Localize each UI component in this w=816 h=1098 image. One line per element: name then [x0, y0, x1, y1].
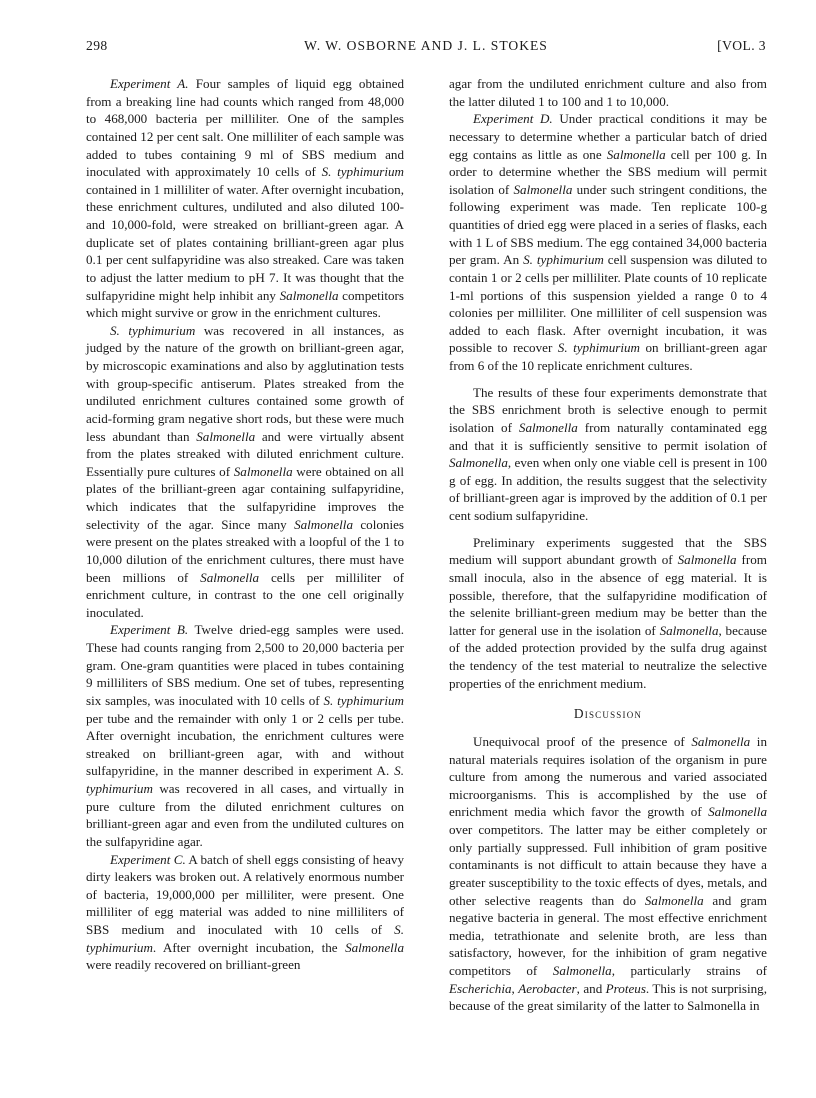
text-run: colonies were present on the plates streaked with a loopful of the 1 to 10,000 dilution of the enrichment cultures, there must have been millions of [86, 516, 404, 585]
italic-term: S. typhimurium [110, 322, 196, 338]
italic-term: S. typhimurium [323, 692, 404, 708]
text-run: competitors which might survive or grow in the enrichment cultures. [86, 287, 404, 321]
italic-term: Experiment A. [110, 76, 189, 91]
paragraph-experiment-c [86, 851, 404, 974]
italic-term: Proteus [605, 980, 646, 996]
text-run: under such stringent conditions, the following experiment was made. Ten replicate 100-g quantities of dried egg were placed in a series of flasks, each with 1 L of SBS medium. The egg contained 34,000 bacteria per gram. An [449, 181, 767, 268]
italic-term: S. typhimurium [86, 763, 404, 796]
text-run: was recovered in all instances, as judged by the nature of the growth on brilliant-green agar, by microscopic examinations and also by agglutination tests with group-specific antiserum. Plates streaked from the undiluted enrichment cultures contained some growth of acid-forming gram negative short rods, but these were much less abundant than [86, 322, 405, 444]
paragraph-continuation [449, 75, 767, 110]
italic-term: Salmonella [449, 455, 508, 471]
italic-term: Salmonella [606, 146, 666, 162]
text-run: The results of these four experiments demonstrate that the SBS enrichment broth is selective enough to permit isolation of [449, 384, 767, 435]
text-run: , because of the added protection provided by the sulfa drug against the tendency of the test material to neutralize the selective properties of the enrichment medium. [449, 622, 767, 691]
text-run: over competitors. The latter may be either completely or only partially suppressed. Full inhibition of gram positive contaminants is not difficult to attain because they have a greater susceptibility to the toxic effects of dyes, metals, and other selective reagents than do [449, 822, 767, 908]
right-column [449, 75, 767, 1015]
italic-term: S. typhimurium [321, 164, 404, 180]
text-run: per tube and the remainder with only 1 or 2 cells per tube. After overnight incubation, the enrichment cultures were streaked on brilliant-green agar, with and without sulfapyridine, in the manner described in experiment A. [86, 710, 404, 779]
italic-term: Salmonella [279, 287, 339, 303]
paragraph-preliminary-experiments [449, 534, 767, 693]
text-run: , even when only one viable cell is present in 100 g of egg. In addition, the results suggest that the selectivity of brilliant-green agar is improved by the addition of 0.1 per cent sodium sulfapyridine. [449, 455, 767, 523]
text-run: Unequivocal proof of the presence of [473, 733, 692, 749]
text-run: from small inocula, also in the absence of egg material. It is possible, therefore, that the sulfapyridine modification of the selenite brilliant-green medium may be better than the latter for general use in the isolation of [449, 552, 767, 638]
paragraph-experiment-b [86, 621, 404, 850]
text-run: , [511, 980, 519, 996]
text-run: was recovered in all cases, and virtually in pure culture from the diluted enrichment cultures on brilliant-green agar and even from the undiluted cultures on the sulfapyridine agar. [86, 781, 404, 849]
paragraph-recovery-results [86, 322, 404, 622]
italic-term: S. typhimurium [523, 252, 604, 268]
italic-term: S. typhimurium [557, 340, 641, 356]
paragraph-discussion [449, 733, 767, 1015]
text-run: in natural materials requires isolation of the organism in pure culture from among the numerous and varied associated microorganisms. This is accomplished by the use of enrichment media which favor the growth of [449, 733, 767, 820]
italic-term: Salmonella [691, 733, 751, 749]
italic-term: Salmonella [552, 963, 612, 978]
text-run: on brilliant-green agar from 6 of the 10 replicate enrichment cultures. [449, 340, 767, 373]
text-run: cell suspension was diluted to contain 1 or 2 cells per milliliter. Plate counts of 10 replicate 1-ml portions of this suspension yielded a range 0 to 4 colonies per milliliter. One milliliter of cell suspension was added to each flask. After overnight incubation, it was possible to recover [449, 252, 767, 356]
italic-term: Salmonella [200, 569, 260, 585]
paragraph-results-summary [449, 384, 767, 525]
text-run: Twelve dried-egg samples were used. These had counts ranging from 2,500 to 20,000 bacteria per gram. One-gram quantities were placed in tubes containing 9 milliliters of SBS medium. One set of tubes, representing six samples, was inoculated with 10 cells of [86, 622, 405, 708]
text-run: cell per 100 g. In order to determine whether the SBS medium will permit isolation of [449, 146, 767, 197]
text-run: were obtained on all plates of the brilliant-green agar containing sulfapyridine, which indicates that the sulfapyridine improves the selectivity of the agar. Since many [86, 463, 404, 532]
paragraph-experiment-d [449, 110, 767, 374]
italic-term: Experiment C. [110, 851, 186, 867]
text-run: Under practical conditions it may be necessary to determine whether a particular batch of dried egg contains as little as one [449, 111, 767, 162]
italic-term: Salmonella [659, 622, 719, 638]
page-number: 298 [86, 38, 108, 53]
volume-label: [VOL. 3 [717, 38, 766, 53]
italic-term: Experiment D. [473, 111, 553, 127]
text-run: agar from the undiluted enrichment culture and also from the latter diluted 1 to 100 and 1 to 10,000. [449, 76, 767, 109]
running-title-authors: W. W. OSBORNE AND J. L. STOKES [304, 38, 548, 53]
text-run: cells per milliliter of enrichment culture, in contrast to the one cell originally inoculated. [86, 569, 404, 620]
italic-term: Salmonella [233, 463, 293, 479]
text-run: Preliminary experiments suggested that the SBS medium will support abundant growth of [449, 534, 767, 568]
italic-term: Salmonella [196, 428, 256, 444]
paragraph-experiment-a [86, 75, 404, 322]
italic-term: Escherichia [449, 980, 512, 996]
section-heading-discussion: Discussion [573, 706, 643, 722]
text-run: . After overnight incubation, the [152, 939, 346, 955]
text-run: A batch of shell eggs consisting of heavy dirty leakers was broken out. A relatively enormous number of bacteria, 19,000,000 per milliliter, were present. One milliliter of egg material was added to nine milliliters of SBS medium and inoculated with 10 cells of [86, 851, 404, 937]
italic-term: Salmonella [644, 892, 704, 908]
running-header [86, 38, 766, 58]
text-run: from naturally contaminated egg and that it is sufficiently sensitive to permit isolation of [449, 419, 767, 453]
italic-term: Salmonella [518, 419, 578, 435]
italic-term: Salmonella [345, 939, 404, 955]
text-run: and were virtually absent from the plates streaked with diluted enrichment culture. Essentially pure cultures of [86, 428, 405, 479]
text-run: , and [576, 980, 606, 996]
text-run: and gram negative bacteria in general. The most effective enrichment media, tetrathionate and selenite broth, are less than satisfactory, however, for the inhibition of gram negative competitors of [449, 892, 767, 978]
left-column [86, 75, 404, 974]
italic-term: Experiment B. [110, 622, 189, 638]
italic-term: Salmonella [294, 516, 353, 532]
text-run: . This is not surprising, because of the great similarity of the latter to Salmonella in [449, 980, 767, 1014]
italic-term: Salmonella [708, 804, 767, 820]
text-run: Four samples of liquid egg obtained from a breaking line had counts which ranged from 48,000 to 468,000 bacteria per milliliter. One of the samples contained 12 per cent salt. One milliliter of each sample was added to tubes containing 9 ml of SBS medium and inoculated with approximately 10 cells of [86, 76, 405, 180]
italic-term: Aerobacter [518, 980, 577, 996]
text-run: contained in 1 milliliter of water. After overnight incubation, these enrichment cultures, undiluted and also diluted 100- and 10,000-fold, were streaked on brilliant-green agar. A duplicate set of plates containing brilliant-green agar plus 0.1 per cent sulfapyridine was also streaked. Care was taken to adjust the latter medium to pH 7. It was thought that the sulfapyridine might help inhibit any [86, 181, 404, 303]
italic-term: S. typhimurium [86, 922, 404, 955]
italic-term: Salmonella [677, 552, 737, 568]
text-run: , particularly strains of [611, 963, 767, 978]
italic-term: Salmonella [513, 181, 573, 197]
text-run: were readily recovered on brilliant-green [86, 957, 301, 973]
